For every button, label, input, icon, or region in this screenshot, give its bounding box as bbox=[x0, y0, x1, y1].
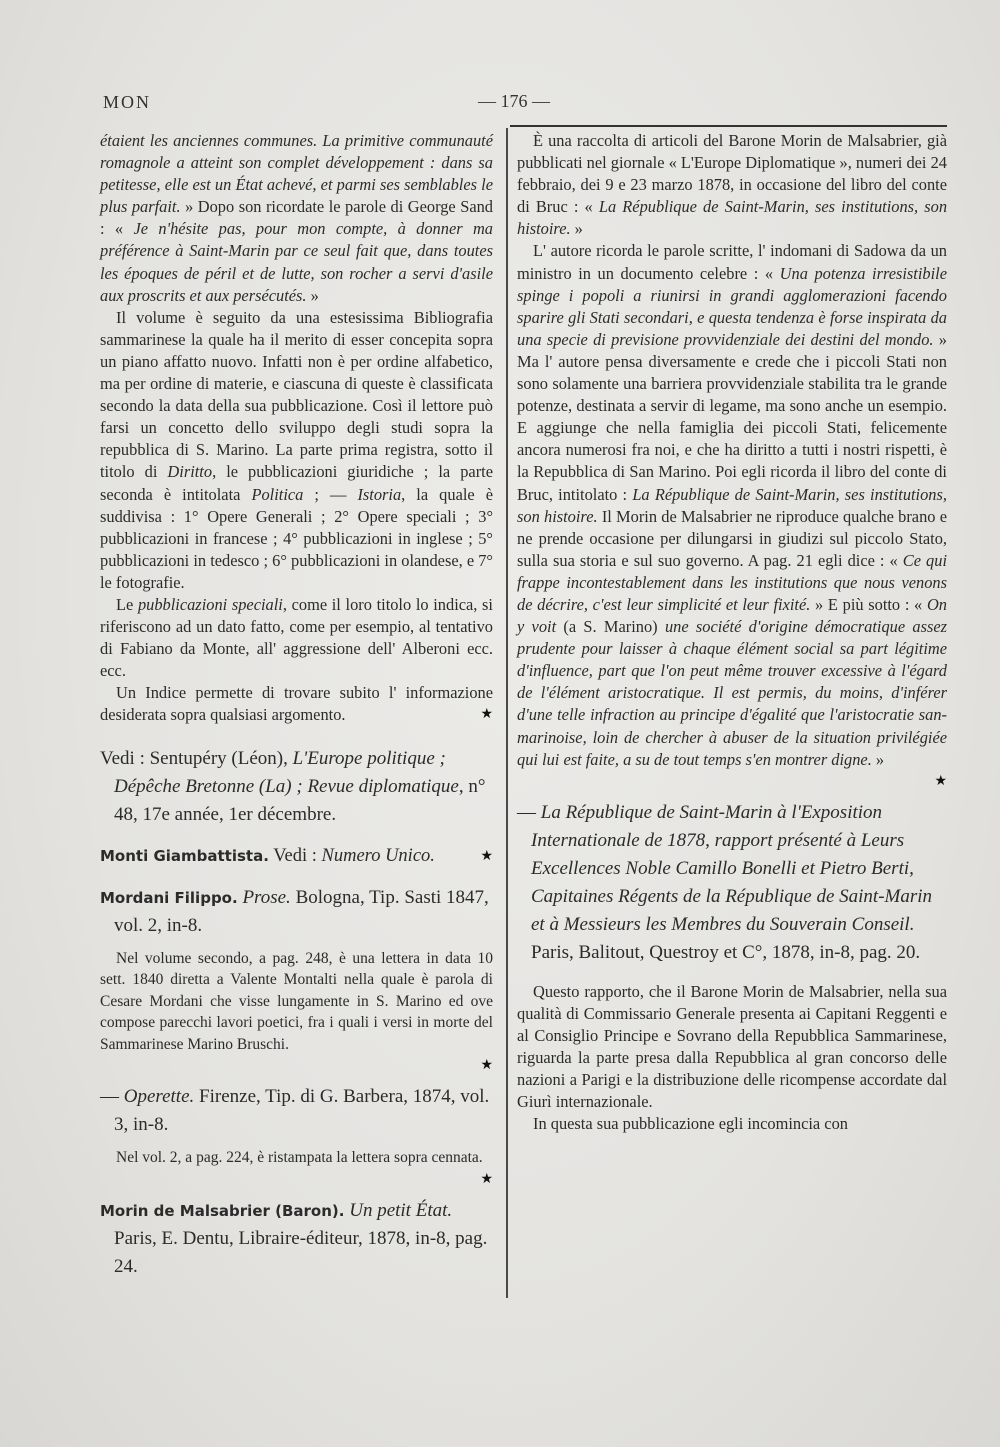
entry-morin bbox=[100, 1197, 493, 1281]
paragraph bbox=[100, 594, 493, 682]
text-run: In questa sua pubblicazione egli incomincia con bbox=[533, 1114, 848, 1134]
spacer bbox=[517, 967, 947, 981]
star-icon: ★ bbox=[480, 1171, 493, 1187]
text-run: ; — bbox=[303, 484, 358, 504]
italic-title: La République de Saint-Marin, ses institutions, son histoire. bbox=[517, 484, 947, 526]
italic-quote: Je n'hésite pas, pour mon compte, à donner ma préférence à Saint-Marin par ce seul fait que, dans toutes les époques de péril et de lutte, son rocher a servi d'asile aux proscrits et aux persécutés. bbox=[100, 219, 493, 305]
text-run: » bbox=[306, 285, 319, 305]
spacer bbox=[100, 1189, 493, 1197]
entry-note bbox=[100, 1147, 493, 1169]
paragraph bbox=[100, 682, 493, 726]
italic-title: Numero Unico. bbox=[321, 845, 435, 866]
italic-quote: une société d'origine démocratique assez prudente pour laisser à chaque élément social sa part légitime d'influence, part que l'on peut même trouver excessive à l'égard de l'élément aristocratique. Il est permis, du moins, d'inférer d'une telle infraction au principe d'égalité que l'aristocratie san-marinoise, loin de chercher à abuser de la situation privilégiée qui lui est faite, a su de tout temps s'en montrer digne. bbox=[517, 617, 948, 769]
text-run: » bbox=[570, 219, 583, 239]
text-run: , la quale è suddivisa : 1° Opere Generali ; 2° Opere speciali ; 3° pubblicazioni in francese ; 4° pubblicazioni in inglese ; 5° pubblicazioni in tedesco ; 6° pubblicazioni in olandese, e 7° le fotografie. bbox=[100, 484, 493, 592]
star-line bbox=[100, 1055, 493, 1075]
italic-term: Diritto bbox=[167, 462, 213, 482]
text-run: » bbox=[871, 749, 885, 769]
text-run: — bbox=[517, 801, 541, 823]
italic-quote: On y voit bbox=[517, 594, 947, 637]
text-run: (a S. Marino) bbox=[556, 617, 665, 637]
text-run: Le bbox=[116, 594, 138, 614]
spacer bbox=[100, 829, 493, 843]
italic-title: Prose. bbox=[237, 886, 291, 908]
italic-quote: Ce qui frappe incontestablement dans les institutions que nous venons de décrire, c'est leur simplicité et leur fixité. bbox=[517, 550, 948, 614]
entry-mordani bbox=[100, 884, 493, 940]
italic-term: Istoria bbox=[357, 484, 402, 504]
text-run: Un Indice permette di trovare subito l' informazione desiderata sopra qualsiasi argomento. bbox=[100, 683, 493, 725]
star-line bbox=[100, 1169, 493, 1189]
entry-republique bbox=[517, 799, 947, 967]
italic-quote: étaient les anciennes communes. La primitive communauté romagnole a atteint son complet développement : dans sa petitesse, elle est un État achevé, et parmi ses semblables le plus parfait. bbox=[100, 131, 493, 217]
text-run: Vedi : Sentupéry (Léon), bbox=[100, 747, 293, 769]
entry-monti bbox=[100, 843, 493, 870]
entry-author: Mordani Filippo. bbox=[100, 888, 238, 907]
text-run: Nel volume secondo, a pag. 248, è una lettera in data 10 sett. 1840 diretta a Valente Montalti nella quale è parola di Cesare Mordani che visse lungamente in S. Marino ed ove compose parecchi lavori poetici, fra i quali i versi in morte del Sammarinese Marino Bruschi. bbox=[100, 949, 493, 1053]
paragraph bbox=[517, 1113, 947, 1135]
text-run: Nel vol. 2, a pag. 224, è ristampata la lettera sopra cennata. bbox=[116, 1149, 483, 1167]
spacer bbox=[517, 791, 947, 799]
text-run: » E più sotto : « bbox=[810, 594, 927, 614]
paragraph bbox=[100, 130, 493, 307]
entry-author: Morin de Malsabrier (Baron). bbox=[100, 1201, 345, 1220]
italic-quote: Una potenza irresistibile spinge i popoli a riunirsi in grandi agglomerazioni facendo sparire gli Stati secondari, e questa tendenza è forse inspirata da una specie di previsione provvidenziale dei destini del mondo. bbox=[517, 263, 947, 349]
italic-term: Politica bbox=[251, 484, 304, 504]
paragraph bbox=[517, 240, 947, 770]
text-run: È una raccolta di articoli del Barone Morin de Malsabrier, già pubblicati nel giornale « L'Europe Diplomatique », numeri dei 24 febbraio, dei 9 e 23 marzo 1878, in occasione del libro del conte di Bruc : « bbox=[517, 131, 947, 217]
star-icon: ★ bbox=[480, 707, 493, 723]
column-divider bbox=[506, 128, 508, 1298]
text-run: Bologna, Tip. Sasti 1847, vol. 2, in-8. bbox=[114, 886, 489, 936]
entry-note bbox=[100, 948, 493, 1056]
paragraph bbox=[517, 981, 947, 1114]
left-column bbox=[100, 130, 493, 1281]
star-icon: ★ bbox=[934, 773, 947, 789]
italic-title: Un petit État. bbox=[344, 1199, 453, 1221]
star-icon: ★ bbox=[480, 1058, 493, 1074]
reference bbox=[100, 745, 493, 829]
entry-operette bbox=[100, 1083, 493, 1139]
text-run: » Ma l' autore pensa diversamente e crede che i piccoli Stati non sono solamente una barriera provvidenziale stabilita tra le grande potenze, destinata a servir di legame, ma sono anche un esempio. E aggiunge che nella famiglia dei piccoli Stati, felicemente ancora numerosi fra noi, e che ha diritto a tutti i nostri rispetti, è la Repubblica di San Marino. Poi egli ricorda il libro del conte di Bruc, intitolato : bbox=[517, 329, 948, 504]
italic-title: Operette. bbox=[123, 1086, 195, 1108]
spacer bbox=[100, 940, 493, 948]
entry-author: Monti Giambattista. bbox=[100, 846, 269, 865]
text-run: Paris, E. Dentu, Libraire-éditeur, 1878, in-8, pag. 24. bbox=[114, 1227, 488, 1277]
text-run: L' autore ricorda le parole scritte, l' indomani di Sadowa da un ministro in un documento celebre : « bbox=[517, 241, 947, 283]
header-rule bbox=[510, 125, 947, 127]
text-run: Il volume è seguito da una estesissima Bibliografia sammarinese la quale ha il merito di esser concepita sopra un piano affatto nuovo. Infatti non è per ordine alfabetico, ma per ordine di materie, e ciascuna di queste è classificata secondo la data della sua pubblicazione. Così il lettore può farsi un concetto dello sviluppo degli studi sopra la repubblica di S. Marino. La parte prima registra, sotto il titolo di bbox=[100, 307, 493, 482]
italic-title: La République de Saint-Marin à l'Exposition Internationale de 1878, rapport présenté à Leurs Excellences Noble Camillo Bonelli et Pietro Berti, Capitaines Régents de la République de Saint-Marin et à Messieurs les Membres du Souverain Conseil. bbox=[531, 801, 933, 935]
star-line bbox=[517, 771, 947, 791]
text-run: , le pubblicazioni giuridiche ; la parte seconda è intitolata bbox=[100, 462, 493, 504]
text-run: Questo rapporto, che il Barone Morin de Malsabrier, nella sua qualità di Commissario Generale presenta ai Capitani Reggenti e al Consiglio Principe e Sovrano della Repubblica Sammarinese, riguarda la parte presa dalla Repubblica al gran concorso delle nazioni a Parigi e la distribuzione delle ricompense accordate dal Giurì internazionale. bbox=[517, 981, 947, 1112]
text-run: » Dopo son ricordate le parole di George Sand : « bbox=[100, 197, 493, 239]
spacer bbox=[100, 1139, 493, 1147]
page-number: — 176 — bbox=[478, 91, 550, 111]
text-run: Il Morin de Malsabrier ne riproduce qualche brano e ne prende occasione per dilungarsi in giudizi sul piccolo Stato, sulla sua storia e sul suo governo. A pag. 21 egli dice : « bbox=[517, 506, 947, 570]
text-run: Vedi : bbox=[268, 845, 322, 866]
text-run: — bbox=[100, 1086, 124, 1108]
right-column bbox=[517, 130, 947, 1135]
paragraph bbox=[100, 307, 493, 594]
see-also-entry bbox=[100, 745, 493, 829]
text-run: Firenze, Tip. di G. Barbera, 1874, vol. 3, in-8. bbox=[114, 1086, 490, 1136]
text-run: , n° 48, 17e année, 1er décembre. bbox=[114, 775, 486, 825]
italic-term: pubblicazioni speciali bbox=[137, 594, 283, 614]
spacer bbox=[100, 870, 493, 884]
text-run: , come il loro titolo lo indica, si riferiscono ad un dato fatto, come per esempio, al tentativo di Fabiano da Monte, all' aggressione dell' Alberoni ecc. ecc. bbox=[100, 594, 493, 681]
spacer bbox=[100, 1075, 493, 1083]
italic-title: La République de Saint-Marin, ses institutions, son histoire. bbox=[517, 197, 948, 239]
text-run: Paris, Balitout, Questroy et C°, 1878, in-8, pag. 20. bbox=[531, 941, 921, 963]
running-head: MON bbox=[103, 92, 152, 112]
star-icon: ★ bbox=[480, 848, 493, 864]
italic-title: L'Europe politique ; Dépêche Bretonne (La) ; Revue diplomatique bbox=[114, 747, 459, 797]
paragraph bbox=[517, 130, 947, 240]
